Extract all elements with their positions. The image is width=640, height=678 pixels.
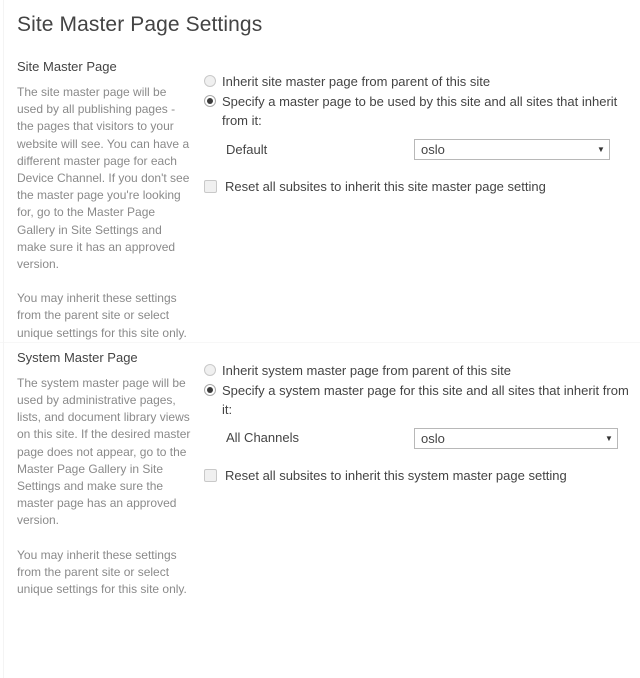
checkbox-reset-subsites-system-master-page[interactable] bbox=[204, 466, 640, 485]
section-system-master-page-description bbox=[17, 349, 192, 598]
page-title: Site Master Page Settings bbox=[17, 13, 263, 36]
radio-specify-site-master-page-label: Specify a master page to be used by this site and all sites that inherit from it: bbox=[222, 94, 618, 128]
radio-inherit-site-master-page-indicator[interactable] bbox=[204, 75, 216, 87]
section-system-master-page-controls bbox=[192, 349, 640, 485]
section-system-master-page-heading: System Master Page bbox=[17, 349, 138, 365]
radio-inherit-site-master-page-label: Inherit site master page from parent of this site bbox=[222, 74, 491, 89]
chevron-down-icon: ▼ bbox=[597, 145, 605, 154]
radio-inherit-system-master-page[interactable] bbox=[204, 361, 640, 380]
section-site-master-page-controls bbox=[192, 58, 640, 196]
radio-specify-system-master-page-label: Specify a system master page for this site and all sites that inherit from it: bbox=[222, 382, 629, 417]
checkbox-reset-subsites-system-master-page-label: Reset all subsites to inherit this system master page setting bbox=[225, 467, 567, 483]
checkbox-reset-subsites-site-master-page-label: Reset all subsites to inherit this site master page setting bbox=[225, 179, 546, 194]
section-site-master-page-description bbox=[17, 58, 192, 342]
section-site-master-page-heading: Site Master Page bbox=[17, 59, 117, 74]
radio-specify-system-master-page[interactable] bbox=[204, 381, 640, 419]
site-master-page-default-label: Default bbox=[226, 141, 268, 157]
radio-specify-site-master-page[interactable] bbox=[204, 92, 640, 130]
checkbox-reset-subsites-system-master-page-indicator[interactable] bbox=[204, 469, 217, 482]
system-master-page-all-channels-dropdown[interactable] bbox=[414, 428, 618, 449]
section-system-master-page bbox=[0, 349, 640, 598]
section-site-master-page-desc-primary: The site master page will be used by all publishing pages - the pages that visitors to your website will see. You can have a different master page for each Device Channel. If you don't see the master page you're looking for, go to the Master Page Gallery in Site Settings and make sure it has an approved version. bbox=[17, 85, 190, 272]
radio-inherit-site-master-page[interactable] bbox=[204, 72, 640, 91]
checkbox-reset-subsites-site-master-page-indicator[interactable] bbox=[204, 180, 217, 193]
section-site-master-page bbox=[0, 58, 640, 342]
radio-specify-site-master-page-indicator[interactable] bbox=[204, 95, 216, 107]
chevron-down-icon: ▼ bbox=[605, 433, 613, 443]
radio-inherit-system-master-page-indicator[interactable] bbox=[204, 364, 216, 376]
site-master-page-default-field bbox=[204, 139, 640, 160]
radio-specify-system-master-page-indicator[interactable] bbox=[204, 384, 216, 396]
system-master-page-all-channels-field bbox=[204, 428, 640, 449]
site-master-page-default-dropdown[interactable] bbox=[414, 139, 610, 160]
section-site-master-page-desc-secondary: You may inherit these settings from the parent site or select unique settings for this site only. bbox=[17, 291, 187, 340]
site-master-page-default-dropdown-value: oslo bbox=[421, 142, 445, 157]
section-system-master-page-desc-secondary: You may inherit these settings from the parent site or select unique settings for this site only. bbox=[17, 547, 187, 597]
section-system-master-page-desc-primary: The system master page will be used by administrative pages, lists, and document library views on this site. If the desired master page does not appear, go to the Master Page Gallery in Site Settings and make sure the master page has an approved version. bbox=[17, 375, 191, 528]
radio-inherit-system-master-page-label: Inherit system master page from parent of this site bbox=[222, 362, 512, 378]
system-master-page-all-channels-label: All Channels bbox=[226, 430, 299, 446]
system-master-page-all-channels-dropdown-value: oslo bbox=[421, 430, 445, 446]
section-divider bbox=[0, 342, 640, 343]
checkbox-reset-subsites-site-master-page[interactable] bbox=[204, 177, 640, 196]
